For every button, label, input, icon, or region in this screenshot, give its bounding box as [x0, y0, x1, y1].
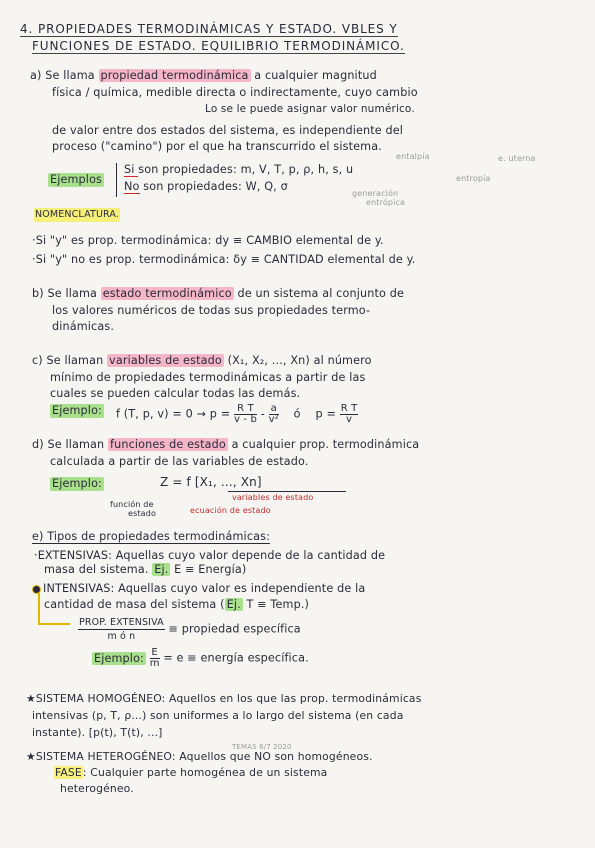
- heterogeneo-line: ★SISTEMA HETEROGÉNEO: Aquellos que NO son homogéneos.: [26, 750, 373, 763]
- fase-line-2: heterogéneo.: [60, 782, 134, 795]
- c-line-1: c) Se llaman variables de estado (X₁, X₂, ..., Xn) al número: [32, 354, 372, 367]
- c-formula: f (T, p, v) = 0 → p = $\frac{\text{R T}}{v - b}$ - $\frac{a}{\text{v²}}$ ó p = $\frac{\text{R T}}{v}$: [116, 403, 358, 425]
- e-prop-especifica: $\frac{\text{PROP. EXTENSIVA}}{\text{m ó n}}$ ≡ propiedad específica: [79, 617, 301, 642]
- e-extensivas-1: ·EXTENSIVAS: Aquellas cuyo valor depende de la cantidad de: [34, 549, 386, 562]
- title-line-2: FUNCIONES DE ESTADO. EQUILIBRIO TERMODINÁMICO.: [32, 39, 405, 53]
- annotation-generacion: generación: [352, 189, 399, 198]
- d-formula: Z = f [X₁, ..., Xn]: [160, 475, 262, 489]
- e-intensivas-1: INTENSIVAS: Aquellas cuyo valor es independiente de la: [32, 582, 365, 596]
- a-line-3: Lo se le puede asignar valor numérico.: [205, 103, 415, 115]
- fraction-e-m: $\frac{E}{m}$: [149, 647, 160, 669]
- si-underline: [124, 176, 138, 177]
- c-line-2: mínimo de propiedades termodinámicas a partir de las: [50, 371, 366, 384]
- annotation-entropica: entrópica: [366, 198, 406, 207]
- e-title: e) Tipos de propiedades termodinámicas:: [32, 530, 271, 543]
- c-line-3: cuales se pueden calcular todas las demás.: [50, 387, 301, 400]
- si-propiedades: Si son propiedades: m, V, T, p, ρ, h, s, u: [124, 163, 354, 176]
- nomenclatura-line-1: ·Si "y" es prop. termodinámica: dy ≡ CAMBIO elemental de y.: [32, 234, 384, 247]
- homogeneo-line-3: instante). [p(t), T(t), ...]: [32, 726, 163, 739]
- nomenclatura-label: NOMENCLATURA.: [35, 209, 120, 220]
- annotation-estado: estado: [128, 509, 157, 518]
- no-propiedades: No son propiedades: W, Q, σ: [124, 180, 288, 193]
- d-line-2: calculada a partir de las variables de estado.: [50, 455, 309, 468]
- variables-brace: [228, 491, 346, 492]
- fraction-rt-v: $\frac{\text{R T}}{v}$: [340, 403, 358, 425]
- fase-line-1: FASE: Cualquier parte homogénea de un sistema: [55, 766, 328, 779]
- title-line-1: 4. PROPIEDADES TERMODINÁMICAS Y ESTADO. VBLES Y: [20, 22, 398, 36]
- highlight-variables: variables de estado: [109, 354, 222, 367]
- nomenclatura-line-2: ·Si "y" no es prop. termodinámica: δy ≡ CANTIDAD elemental de y.: [32, 253, 416, 266]
- highlight-propiedad: propiedad termodinámica: [100, 69, 249, 82]
- yellow-arrow-horizontal: [38, 623, 70, 625]
- no-underline: [124, 193, 140, 194]
- annotation-entropia: entropía: [456, 174, 491, 183]
- annotation-funcion-de: función de: [110, 500, 154, 509]
- highlight-funciones: funciones de estado: [110, 438, 226, 451]
- b-line-3: dinámicas.: [52, 320, 115, 333]
- fase-label: FASE: [55, 766, 82, 779]
- b-line-1: b) Se llama estado termodinámico de un sistema al conjunto de: [32, 287, 404, 300]
- a-line-5: proceso ("camino") por el que ha transcurrido el sistema.: [52, 140, 382, 153]
- annotation-entalpia: entalpía: [396, 152, 430, 161]
- c-ejemplo-label: Ejemplo:: [52, 404, 102, 417]
- d-line-1: d) Se llaman funciones de estado a cualquier prop. termodinámica: [32, 438, 420, 451]
- b-line-2: los valores numéricos de todas sus propiedades termo-: [52, 304, 371, 317]
- yellow-arrow-vertical: [38, 592, 40, 624]
- a-line-2: física / química, medible directa o indirectamente, cuyo cambio: [52, 86, 418, 99]
- d-ejemplo-label: Ejemplo:: [52, 477, 102, 490]
- watermark: TEMAS 6/7 2020: [232, 743, 292, 751]
- ejemplos-label: Ejemplos: [50, 173, 103, 186]
- bracket-divider: [116, 163, 117, 197]
- fraction-a-v2: $\frac{a}{\text{v²}}$: [268, 403, 279, 425]
- annotation-variables-estado: variables de estado: [232, 493, 314, 502]
- annotation-ecuacion-estado: ecuación de estado: [190, 506, 271, 515]
- fraction-rt-v-b: $\frac{\text{R T}}{v - b}$: [234, 403, 257, 425]
- e-intensivas-2: cantidad de masa del sistema ( Ej. T ≡ Temp.): [44, 598, 310, 611]
- fraction-prop-extensiva: $\frac{\text{PROP. EXTENSIVA}}{\text{m ó n}}$: [79, 617, 164, 642]
- annotation-e-uterna: e. uterna: [498, 154, 536, 163]
- homogeneo-line-2: intensivas (p, T, ρ...) son uniformes a lo largo del sistema (en cada: [32, 709, 404, 722]
- homogeneo-line-1: ★SISTEMA HOMOGÉNEO: Aquellos en los que las prop. termodinámicas: [26, 692, 422, 705]
- e-extensivas-2: masa del sistema. Ej. E ≡ Energía): [44, 563, 247, 576]
- a-line-4: de valor entre dos estados del sistema, es independiente del: [52, 124, 404, 137]
- highlight-estado: estado termodinámico: [102, 287, 232, 300]
- a-line-1: a) Se llama propiedad termodinámica a cualquier magnitud: [30, 69, 377, 82]
- e-ejemplo-especifica: Ejemplo: $\frac{E}{m} = e$ ≡ energía específica.: [94, 647, 309, 669]
